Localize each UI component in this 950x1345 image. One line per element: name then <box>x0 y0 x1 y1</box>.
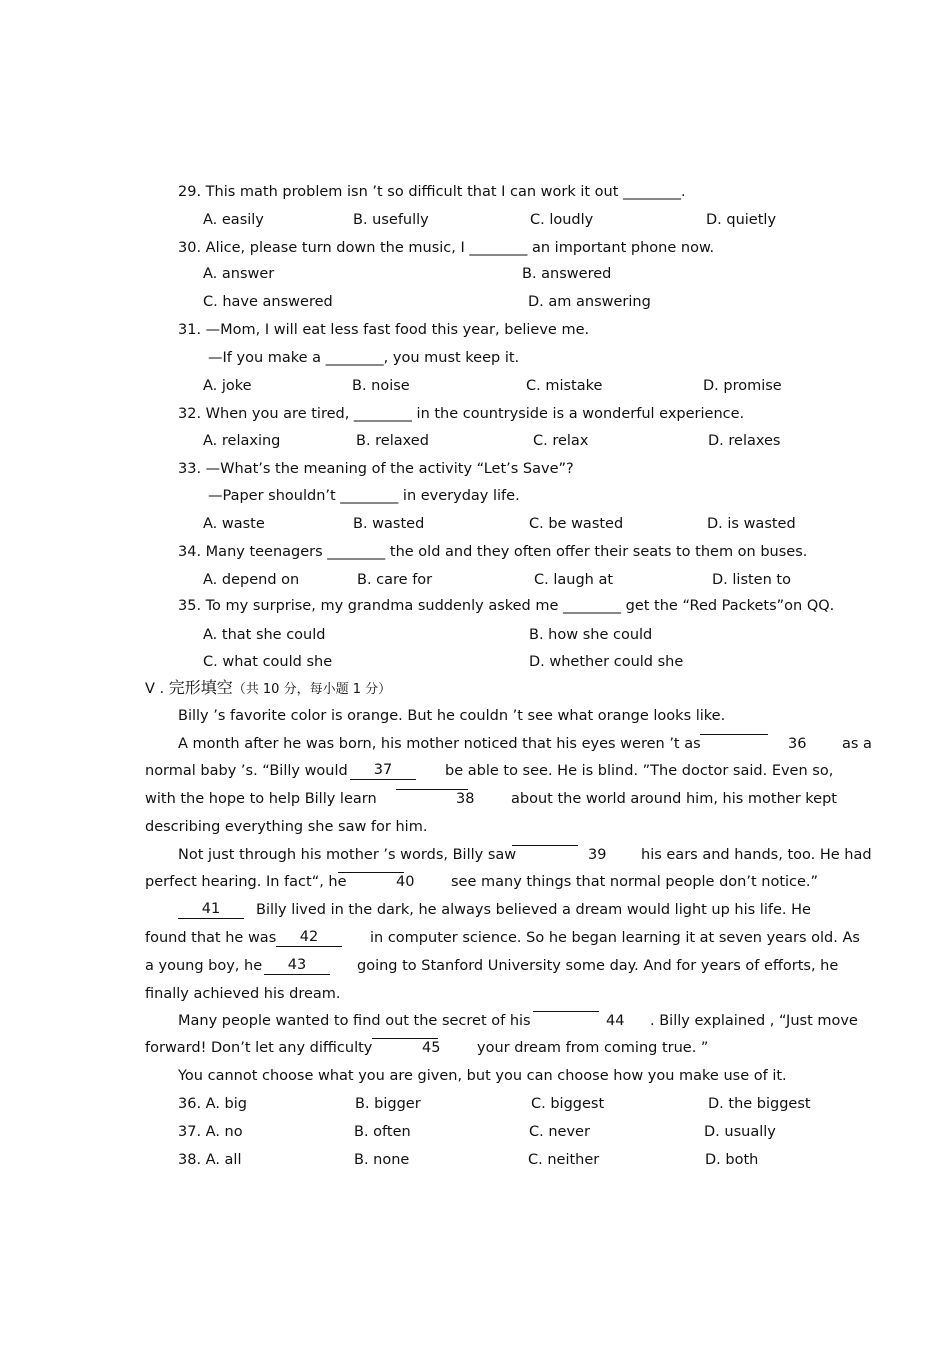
q36-option-c: C. biggest <box>531 1096 605 1112</box>
q34-option-b: B. care for <box>357 572 433 588</box>
question-32-stem: 32. When you are tired, ________ in the countryside is a wonderful experience. <box>178 406 745 422</box>
q38-option-b: B. none <box>354 1152 410 1168</box>
q30-option-d: D. am answering <box>528 294 651 310</box>
blank-44-number: 44 <box>606 1013 625 1029</box>
q38-option-c: C. neither <box>528 1152 600 1168</box>
cloze-p4-line3-part2: going to Stanford University some day. And for years of efforts, he <box>357 958 839 974</box>
question-29-stem: 29. This math problem isn ’t so difficult that I can work it out ________. <box>178 184 686 200</box>
q35-option-c: C. what could she <box>203 654 333 670</box>
question-35-stem: 35. To my surprise, my grandma suddenly asked me ________ get the “Red Packets”on QQ. <box>178 598 835 614</box>
cloze-p2-line3-part2: about the world around him, his mother kept <box>511 791 837 807</box>
q32-option-a: A. relaxing <box>203 433 281 449</box>
blank-45-number: 45 <box>422 1040 441 1056</box>
cloze-p4-line4: finally achieved his dream. <box>145 986 341 1002</box>
cloze-p2-line1: A month after he was born, his mother noticed that his eyes weren ’t as <box>178 736 701 752</box>
blank-39-underline <box>512 845 578 846</box>
cloze-p4-line3-part1: a young boy, he <box>145 958 263 974</box>
blank-40-number: 40 <box>396 874 415 890</box>
question-31-line2: —If you make a ________, you must keep it. <box>208 350 520 366</box>
q29-option-b: B. usefully <box>353 212 429 228</box>
q36-option-b: B. bigger <box>355 1096 421 1112</box>
cloze-p4-line2-part2: in computer science. So he began learning it at seven years old. As <box>370 930 860 946</box>
blank-43: 43 <box>264 956 330 975</box>
blank-38-number: 38 <box>456 791 475 807</box>
q33-option-d: D. is wasted <box>707 516 796 532</box>
q36-option-d: D. the biggest <box>708 1096 811 1112</box>
section-note: （共 10 分，每小题 1 分） <box>232 682 392 697</box>
q34-option-c: C. laugh at <box>534 572 614 588</box>
section-title: 完形填空 <box>168 678 233 697</box>
q33-option-c: C. be wasted <box>529 516 624 532</box>
cloze-p5-line2-part2: your dream from coming true. ” <box>477 1040 709 1056</box>
blank-36-number: 36 <box>788 736 807 752</box>
question-33-line2: —Paper shouldn’t ________ in everyday life. <box>208 488 520 504</box>
cloze-p2-line4: describing everything she saw for him. <box>145 819 428 835</box>
q31-option-a: A. joke <box>203 378 252 394</box>
q38-option-a: 38. A. all <box>178 1152 242 1168</box>
cloze-p2-line2-part2: be able to see. He is blind. ”The doctor said. Even so, <box>445 763 834 779</box>
q29-option-a: A. easily <box>203 212 264 228</box>
blank-39-number: 39 <box>588 847 607 863</box>
blank-37: 37 <box>350 761 416 780</box>
cloze-p2-line3-part1: with the hope to help Billy learn <box>145 791 377 807</box>
cloze-p2-line1-end: as a <box>842 736 872 752</box>
cloze-p4-line1: Billy lived in the dark, he always believed a dream would light up his life. He <box>256 902 811 918</box>
q34-option-a: A. depend on <box>203 572 300 588</box>
q31-option-b: B. noise <box>352 378 410 394</box>
cloze-p5-line1-part1: Many people wanted to find out the secret of his <box>178 1013 531 1029</box>
cloze-p2-line2-part1: normal baby ’s. “Billy would <box>145 763 348 779</box>
q33-option-a: A. waste <box>203 516 265 532</box>
q35-option-d: D. whether could she <box>529 654 684 670</box>
q31-option-c: C. mistake <box>526 378 603 394</box>
blank-44-underline <box>533 1011 599 1012</box>
blank-41: 41 <box>178 900 244 919</box>
q33-option-b: B. wasted <box>353 516 425 532</box>
q32-option-d: D. relaxes <box>708 433 781 449</box>
blank-40-underline <box>338 872 404 873</box>
q30-option-b: B. answered <box>522 266 612 282</box>
cloze-p5-line2-part1: forward! Don’t let any difficulty <box>145 1040 373 1056</box>
q32-option-b: B. relaxed <box>356 433 429 449</box>
section-prefix: V . <box>145 681 169 697</box>
q36-option-a: 36. A. big <box>178 1096 247 1112</box>
q37-option-c: C. never <box>529 1124 590 1140</box>
q38-option-d: D. both <box>705 1152 759 1168</box>
question-33-line1: 33. —What’s the meaning of the activity “Let’s Save”? <box>178 461 574 477</box>
question-30-stem: 30. Alice, please turn down the music, I ________ an important phone now. <box>178 240 715 256</box>
question-34-stem: 34. Many teenagers ________ the old and they often offer their seats to them on buses. <box>178 544 808 560</box>
cloze-p3-line1-part2: his ears and hands, too. He had <box>641 847 872 863</box>
blank-42: 42 <box>276 928 342 947</box>
q32-option-c: C. relax <box>533 433 589 449</box>
blank-36-underline <box>700 734 768 735</box>
q34-option-d: D. listen to <box>712 572 791 588</box>
q30-option-c: C. have answered <box>203 294 333 310</box>
question-31-line1: 31. —Mom, I will eat less fast food this year, believe me. <box>178 322 590 338</box>
cloze-paragraph-1: Billy ’s favorite color is orange. But he couldn ’t see what orange looks like. <box>178 708 726 724</box>
q37-option-b: B. often <box>354 1124 411 1140</box>
cloze-p3-line2-part2: see many things that normal people don’t notice.” <box>451 874 819 890</box>
q37-option-d: D. usually <box>704 1124 776 1140</box>
q35-option-b: B. how she could <box>529 627 653 643</box>
cloze-paragraph-6: You cannot choose what you are given, but you can choose how you make use of it. <box>178 1068 787 1084</box>
cloze-p3-line1-part1: Not just through his mother ’s words, Billy saw <box>178 847 517 863</box>
q31-option-d: D. promise <box>703 378 782 394</box>
cloze-p5-line1-part2: . Billy explained , “Just move <box>650 1013 858 1029</box>
q30-option-a: A. answer <box>203 266 275 282</box>
q35-option-a: A. that she could <box>203 627 326 643</box>
q29-option-c: C. loudly <box>530 212 594 228</box>
section-heading <box>145 678 391 700</box>
q37-option-a: 37. A. no <box>178 1124 243 1140</box>
cloze-p3-line2-part1: perfect hearing. In fact“, he <box>145 874 347 890</box>
cloze-p4-line2-part1: found that he was <box>145 930 277 946</box>
q29-option-d: D. quietly <box>706 212 777 228</box>
